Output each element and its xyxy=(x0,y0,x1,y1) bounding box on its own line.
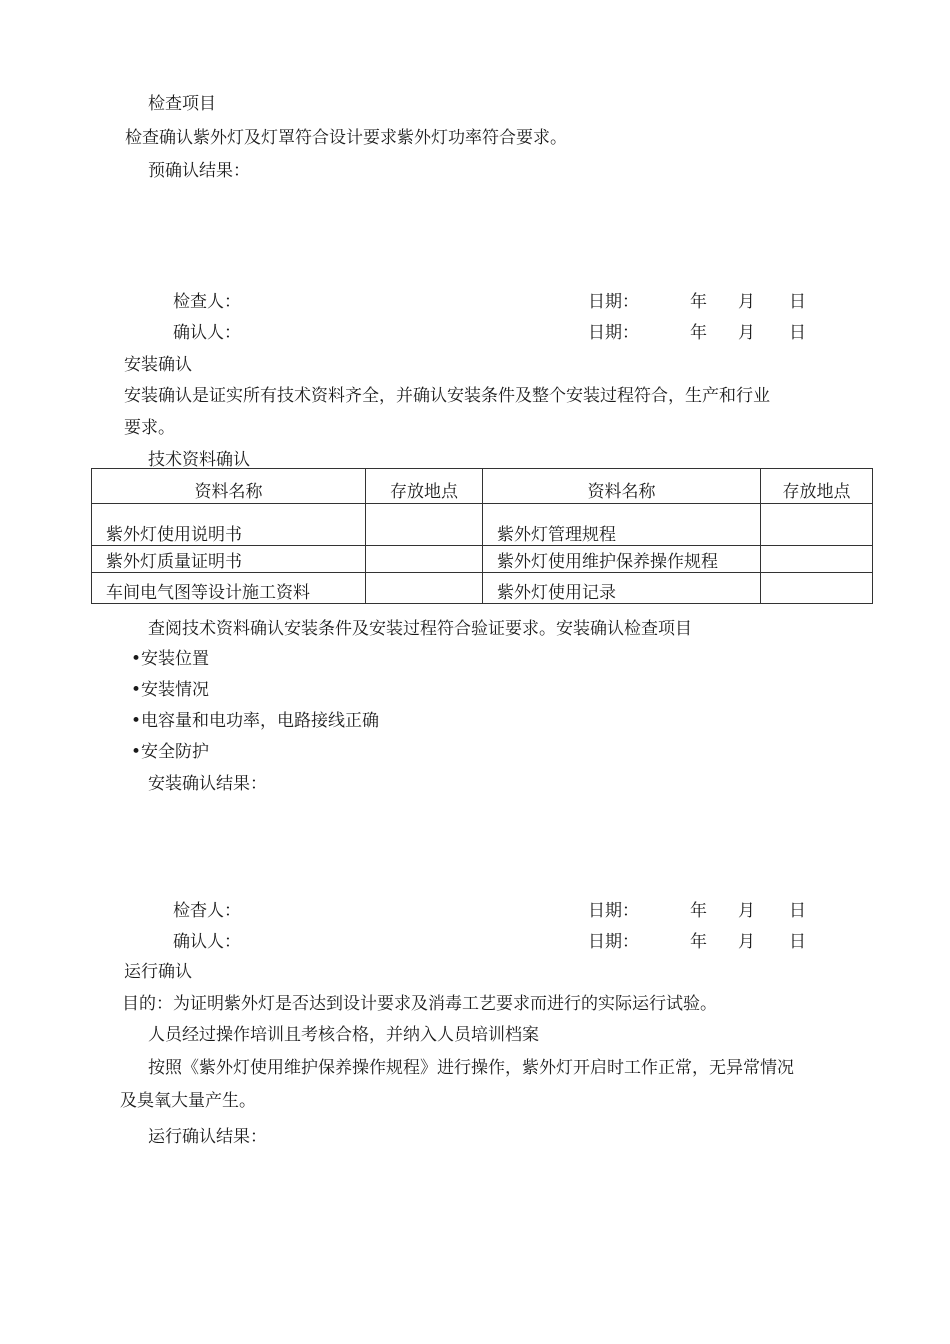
day-label: 日 xyxy=(789,292,806,312)
table-cell xyxy=(366,504,483,546)
table-cell xyxy=(366,573,483,604)
day-label: 日 xyxy=(789,323,806,343)
month-label: 月 xyxy=(738,292,755,312)
table-cell: 紫外灯使用维护保养操作规程 xyxy=(483,546,761,573)
year-label: 年 xyxy=(690,901,707,921)
table-header-row xyxy=(92,469,873,504)
date-label: 日期： xyxy=(588,323,639,343)
check-item: •安装情况 xyxy=(131,680,210,700)
table-cell: 紫外灯使用记录 xyxy=(483,573,761,604)
table-cell: 紫外灯管理规程 xyxy=(483,504,761,546)
table-row xyxy=(92,546,873,573)
purpose-text: 目的：为证明紫外灯是否达到设计要求及消毒工艺要求而进行的实际运行试验。 xyxy=(122,994,717,1014)
operation-text-line1: 按照《紫外灯使用维护保养操作规程》进行操作，紫外灯开启时工作正常，无异常情况 xyxy=(148,1058,794,1078)
section1-heading: 检查项目 xyxy=(148,94,216,114)
tech-docs-table-title: 技术资料确认 xyxy=(148,450,250,470)
table-header-doc-name: 资料名称 xyxy=(483,469,761,504)
date-label: 日期： xyxy=(588,932,639,952)
year-label: 年 xyxy=(690,932,707,952)
confirmer-label: 确认人： xyxy=(173,932,241,952)
table-header-location: 存放地点 xyxy=(761,469,873,504)
table-cell xyxy=(761,546,873,573)
table-row xyxy=(92,573,873,604)
table-cell: 紫外灯质量证明书 xyxy=(92,546,366,573)
year-label: 年 xyxy=(690,323,707,343)
tech-docs-table xyxy=(91,468,873,604)
install-confirm-result-label: 安装确认结果： xyxy=(148,774,267,794)
check-item: •安装位置 xyxy=(131,649,210,669)
training-text: 人员经过操作培训且考核合格，并纳入人员培训档案 xyxy=(148,1025,539,1045)
checker-label: 检查人： xyxy=(173,292,241,312)
table-cell xyxy=(366,546,483,573)
month-label: 月 xyxy=(738,323,755,343)
section1-description: 检查确认紫外灯及灯罩符合设计要求紫外灯功率符合要求。 xyxy=(125,128,567,148)
run-confirm-result-label: 运行确认结果： xyxy=(148,1127,267,1147)
date-label: 日期： xyxy=(588,901,639,921)
month-label: 月 xyxy=(738,932,755,952)
date-label: 日期： xyxy=(588,292,639,312)
table-row xyxy=(92,504,873,546)
month-label: 月 xyxy=(738,901,755,921)
operation-text-line2: 及臭氧大量产生。 xyxy=(120,1091,256,1111)
year-label: 年 xyxy=(690,292,707,312)
table-cell: 紫外灯使用说明书 xyxy=(92,504,366,546)
table-cell xyxy=(761,504,873,546)
confirmer-label: 确认人： xyxy=(173,323,241,343)
table-cell: 车间电气图等设计施工资料 xyxy=(92,573,366,604)
check-item: •电容量和电功率，电路接线正确 xyxy=(131,711,380,731)
section2-heading: 安装确认 xyxy=(124,355,192,375)
section3-heading: 运行确认 xyxy=(124,962,192,982)
section2-description-line2: 要求。 xyxy=(124,418,175,438)
checker-label: 检杳人： xyxy=(173,901,241,921)
review-text: 查阅技术资料确认安装条件及安装过程符合验证要求。安装确认检查项目 xyxy=(148,619,692,639)
day-label: 日 xyxy=(789,932,806,952)
day-label: 日 xyxy=(789,901,806,921)
pre-confirm-result-label: 预确认结果： xyxy=(148,161,250,181)
table-cell xyxy=(761,573,873,604)
table-header-doc-name: 资料名称 xyxy=(92,469,366,504)
table-header-location: 存放地点 xyxy=(366,469,483,504)
check-item: •安全防护 xyxy=(131,742,210,762)
section2-description-line1: 安装确认是证实所有技术资料齐全，并确认安装条件及整个安装过程符合，生产和行业 xyxy=(124,386,770,406)
